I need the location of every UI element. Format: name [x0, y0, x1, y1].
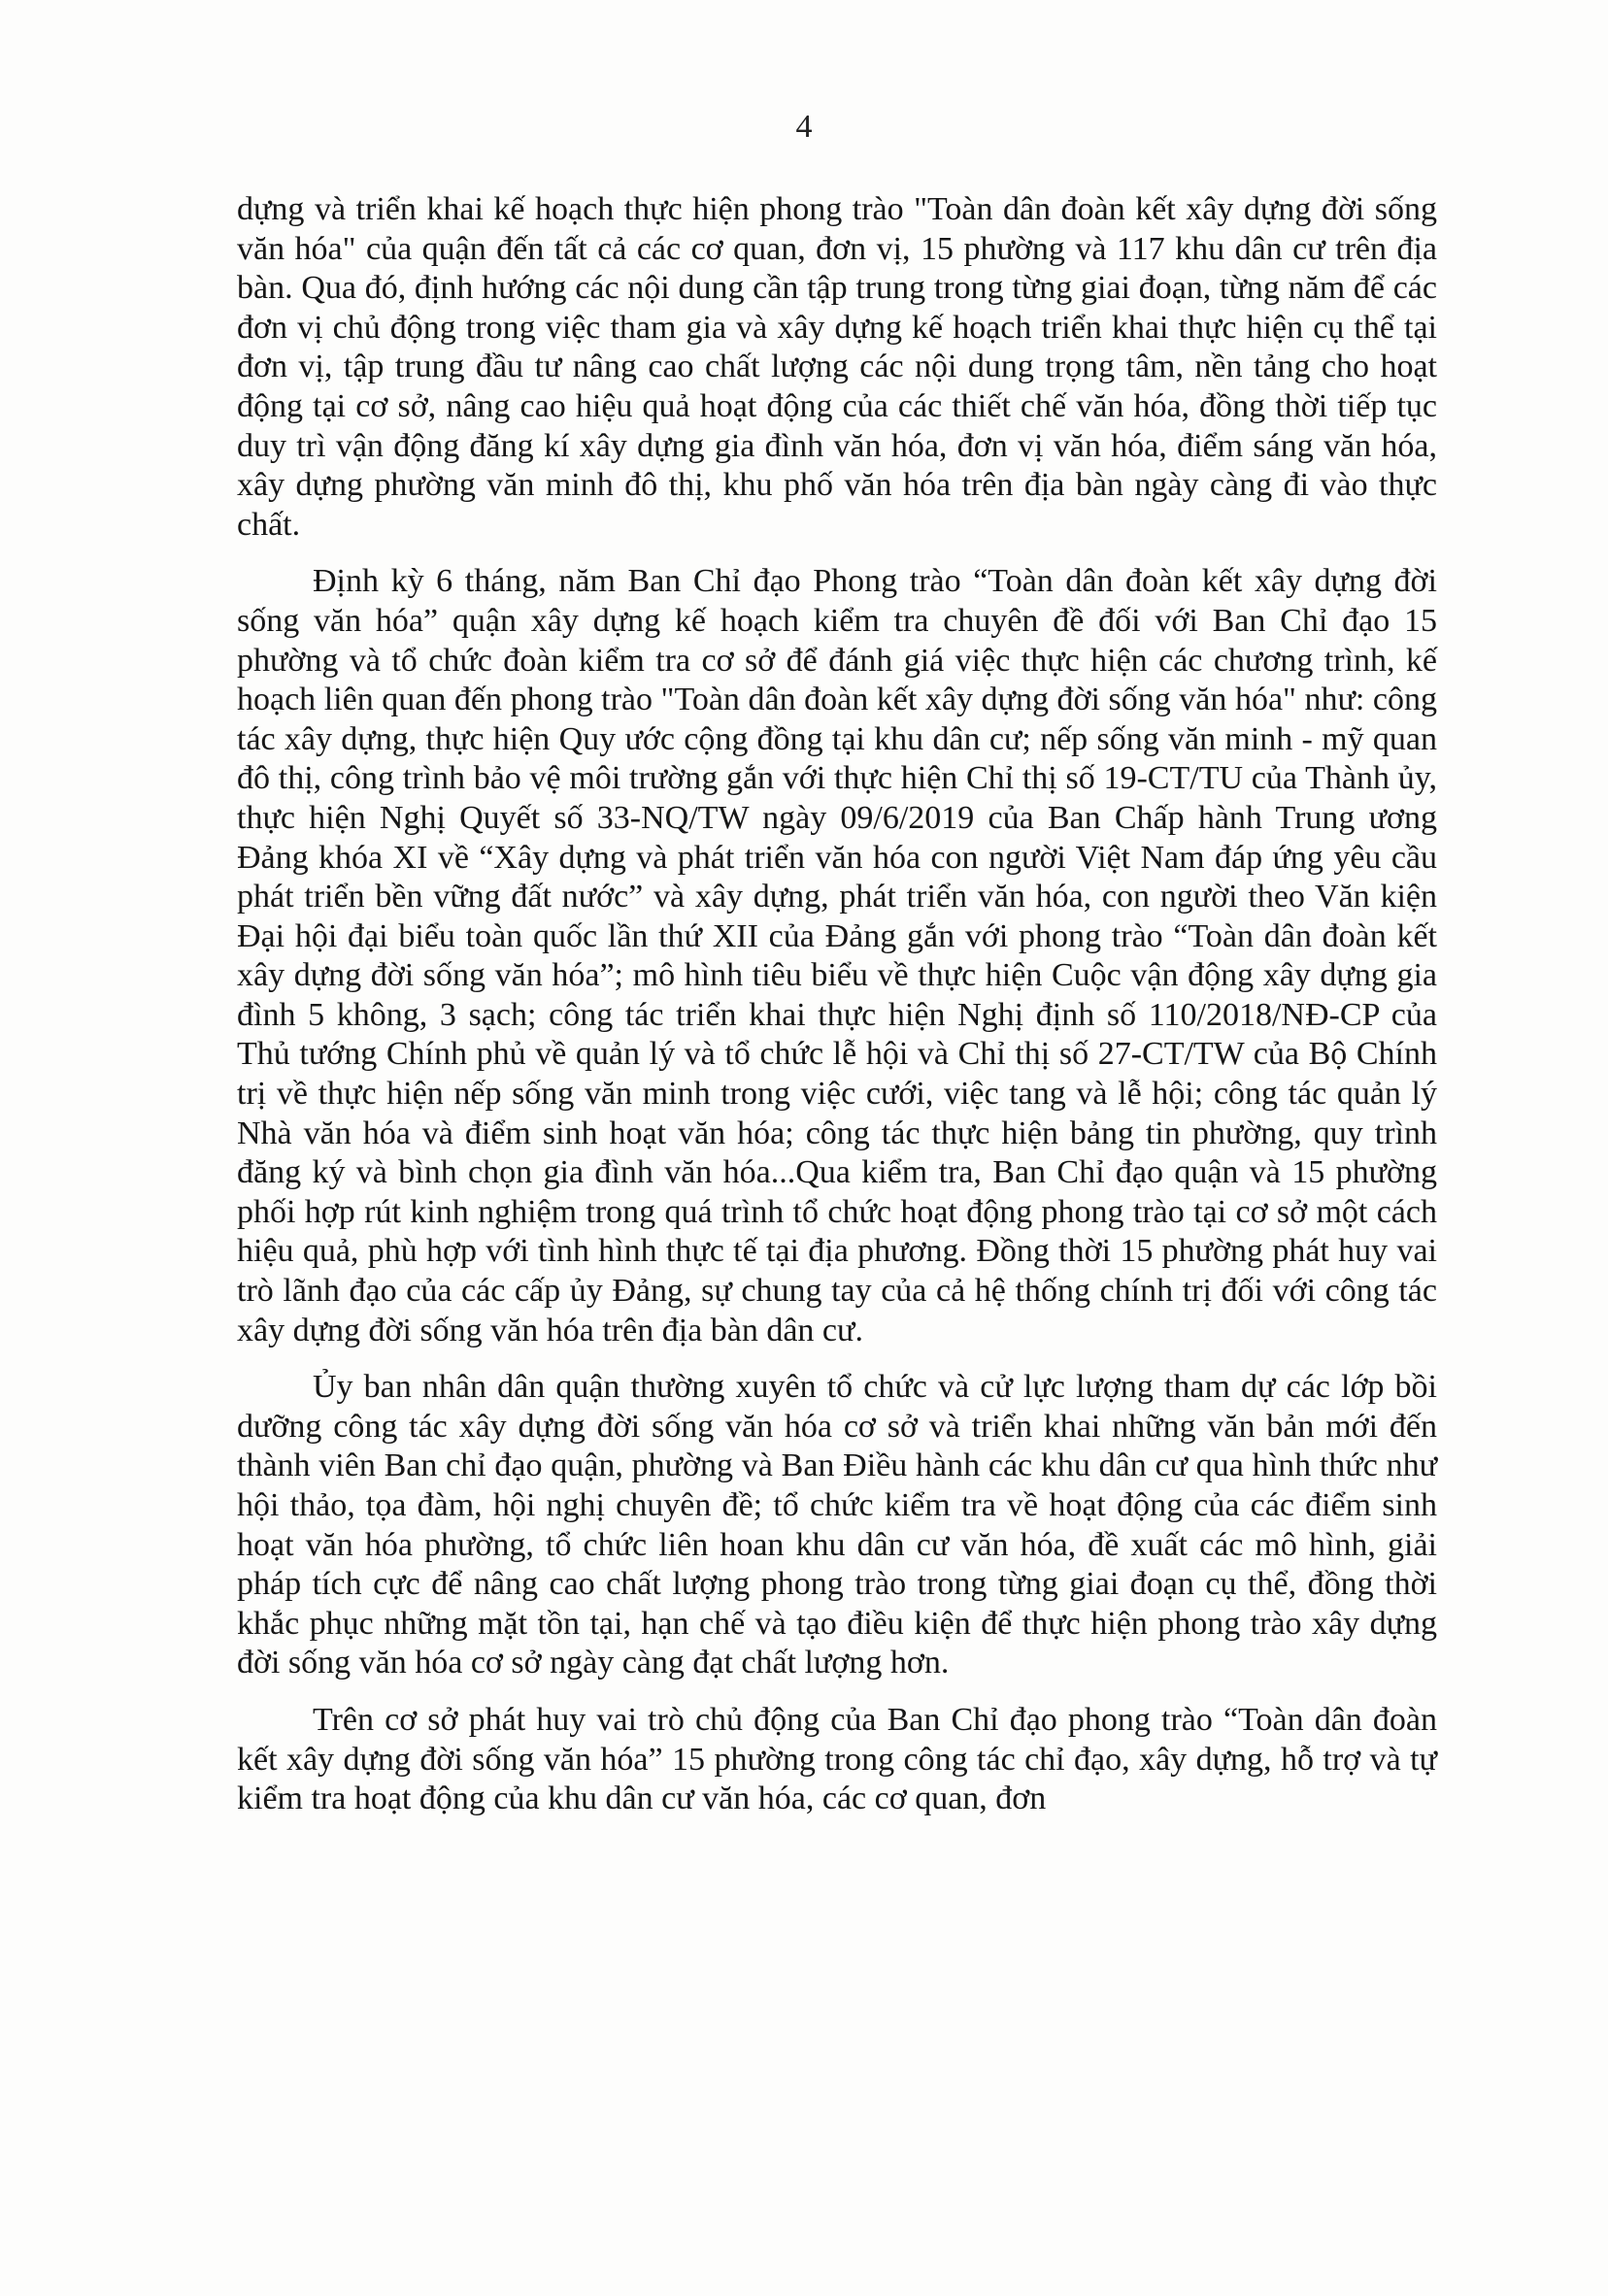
paragraph-steering-committee: Trên cơ sở phát huy vai trò chủ động của Ban Chỉ đạo phong trào “Toàn dân đoàn kết xây dựng đời sống văn hóa” 15 phường trong công tác chỉ đạo, xây dựng, hỗ trợ và tự kiểm tra hoạt động của khu dân cư văn hóa, các cơ quan, đơn [237, 1701, 1437, 1817]
paragraph-training: Ủy ban nhân dân quận thường xuyên tổ chức và cử lực lượng tham dự các lớp bồi dưỡng công tác xây dựng đời sống văn hóa cơ sở và triển khai những văn bản mới đến thành viên Ban chỉ đạo quận, phường và Ban Điều hành các khu dân cư qua hình thức như hội thảo, tọa đàm, hội nghị chuyên đề; tổ chức kiểm tra về hoạt động của các điểm sinh hoạt văn hóa phường, tổ chức liên hoan khu dân cư văn hóa, đề xuất các mô hình, giải pháp tích cực để nâng cao chất lượng phong trào trong từng giai đoạn cụ thể, đồng thời khắc phục những mặt tồn tại, hạn chế và tạo điều kiện để thực hiện phong trào xây dựng đời sống văn hóa cơ sở ngày càng đạt chất lượng hơn. [237, 1369, 1437, 1681]
paragraph-inspection: Định kỳ 6 tháng, năm Ban Chỉ đạo Phong trào “Toàn dân đoàn kết xây dựng đời sống văn hóa” quận xây dựng kế hoạch kiểm tra chuyên đề đối với Ban Chỉ đạo 15 phường và tổ chức đoàn kiểm tra cơ sở để đánh giá việc thực hiện các chương trình, kế hoạch liên quan đến phong trào "Toàn dân đoàn kết xây dựng đời sống văn hóa" như: công tác xây dựng, thực hiện Quy ước cộng đồng tại khu dân cư; nếp sống văn minh - mỹ quan đô thị, công trình bảo vệ môi trường gắn với thực hiện Chỉ thị số 19-CT/TU của Thành ủy, thực hiện Nghị Quyết số 33-NQ/TW ngày 09/6/2019 của Ban Chấp hành Trung ương Đảng khóa XI về “Xây dựng và phát triển văn hóa con người Việt Nam đáp ứng yêu cầu phát triển bền vững đất nước” và xây dựng, phát triển văn hóa, con người theo Văn kiện Đại hội đại biểu toàn quốc lần thứ XII của Đảng gắn với phong trào “Toàn dân đoàn kết xây dựng đời sống văn hóa”; mô hình tiêu biểu về thực hiện Cuộc vận động xây dựng gia đình 5 không, 3 sạch; công tác triển khai thực hiện Nghị định số 110/2018/NĐ-CP của Thủ tướng Chính phủ về quản lý và tổ chức lễ hội và Chỉ thị số 27-CT/TW của Bộ Chính trị về thực hiện nếp sống văn minh trong việc cưới, việc tang và lễ hội; công tác quản lý Nhà văn hóa và điểm sinh hoạt văn hóa; công tác thực hiện bảng tin phường, quy trình đăng ký và bình chọn gia đình văn hóa...Qua kiểm tra, Ban Chỉ đạo quận và 15 phường phối hợp rút kinh nghiệm trong quá trình tổ chức hoạt động phong trào tại cơ sở một cách hiệu quả, phù hợp với tình hình thực tế tại địa phương. Đồng thời 15 phường phát huy vai trò lãnh đạo của các cấp ủy Đảng, sự chung tay của cả hệ thống chính trị đối với công tác xây dựng đời sống văn hóa trên địa bàn dân cư. [237, 563, 1437, 1348]
body-text [237, 190, 1437, 1835]
page-number: 4 [795, 109, 813, 145]
paragraph-continuation: dựng và triển khai kế hoạch thực hiện phong trào "Toàn dân đoàn kết xây dựng đời sống văn hóa" của quận đến tất cả các cơ quan, đơn vị, 15 phường và 117 khu dân cư trên địa bàn. Qua đó, định hướng các nội dung cần tập trung trong từng giai đoạn, từng năm để các đơn vị chủ động trong việc tham gia và xây dựng kế hoạch triển khai thực hiện cụ thể tại đơn vị, tập trung đầu tư nâng cao chất lượng các nội dung trọng tâm, nền tảng cho hoạt động tại cơ sở, nâng cao hiệu quả hoạt động của các thiết chế văn hóa, đồng thời tiếp tục duy trì vận động đăng kí xây dựng gia đình văn hóa, đơn vị văn hóa, điểm sáng văn hóa, xây dựng phường văn minh đô thị, khu phố văn hóa trên địa bàn ngày càng đi vào thực chất. [237, 191, 1437, 543]
